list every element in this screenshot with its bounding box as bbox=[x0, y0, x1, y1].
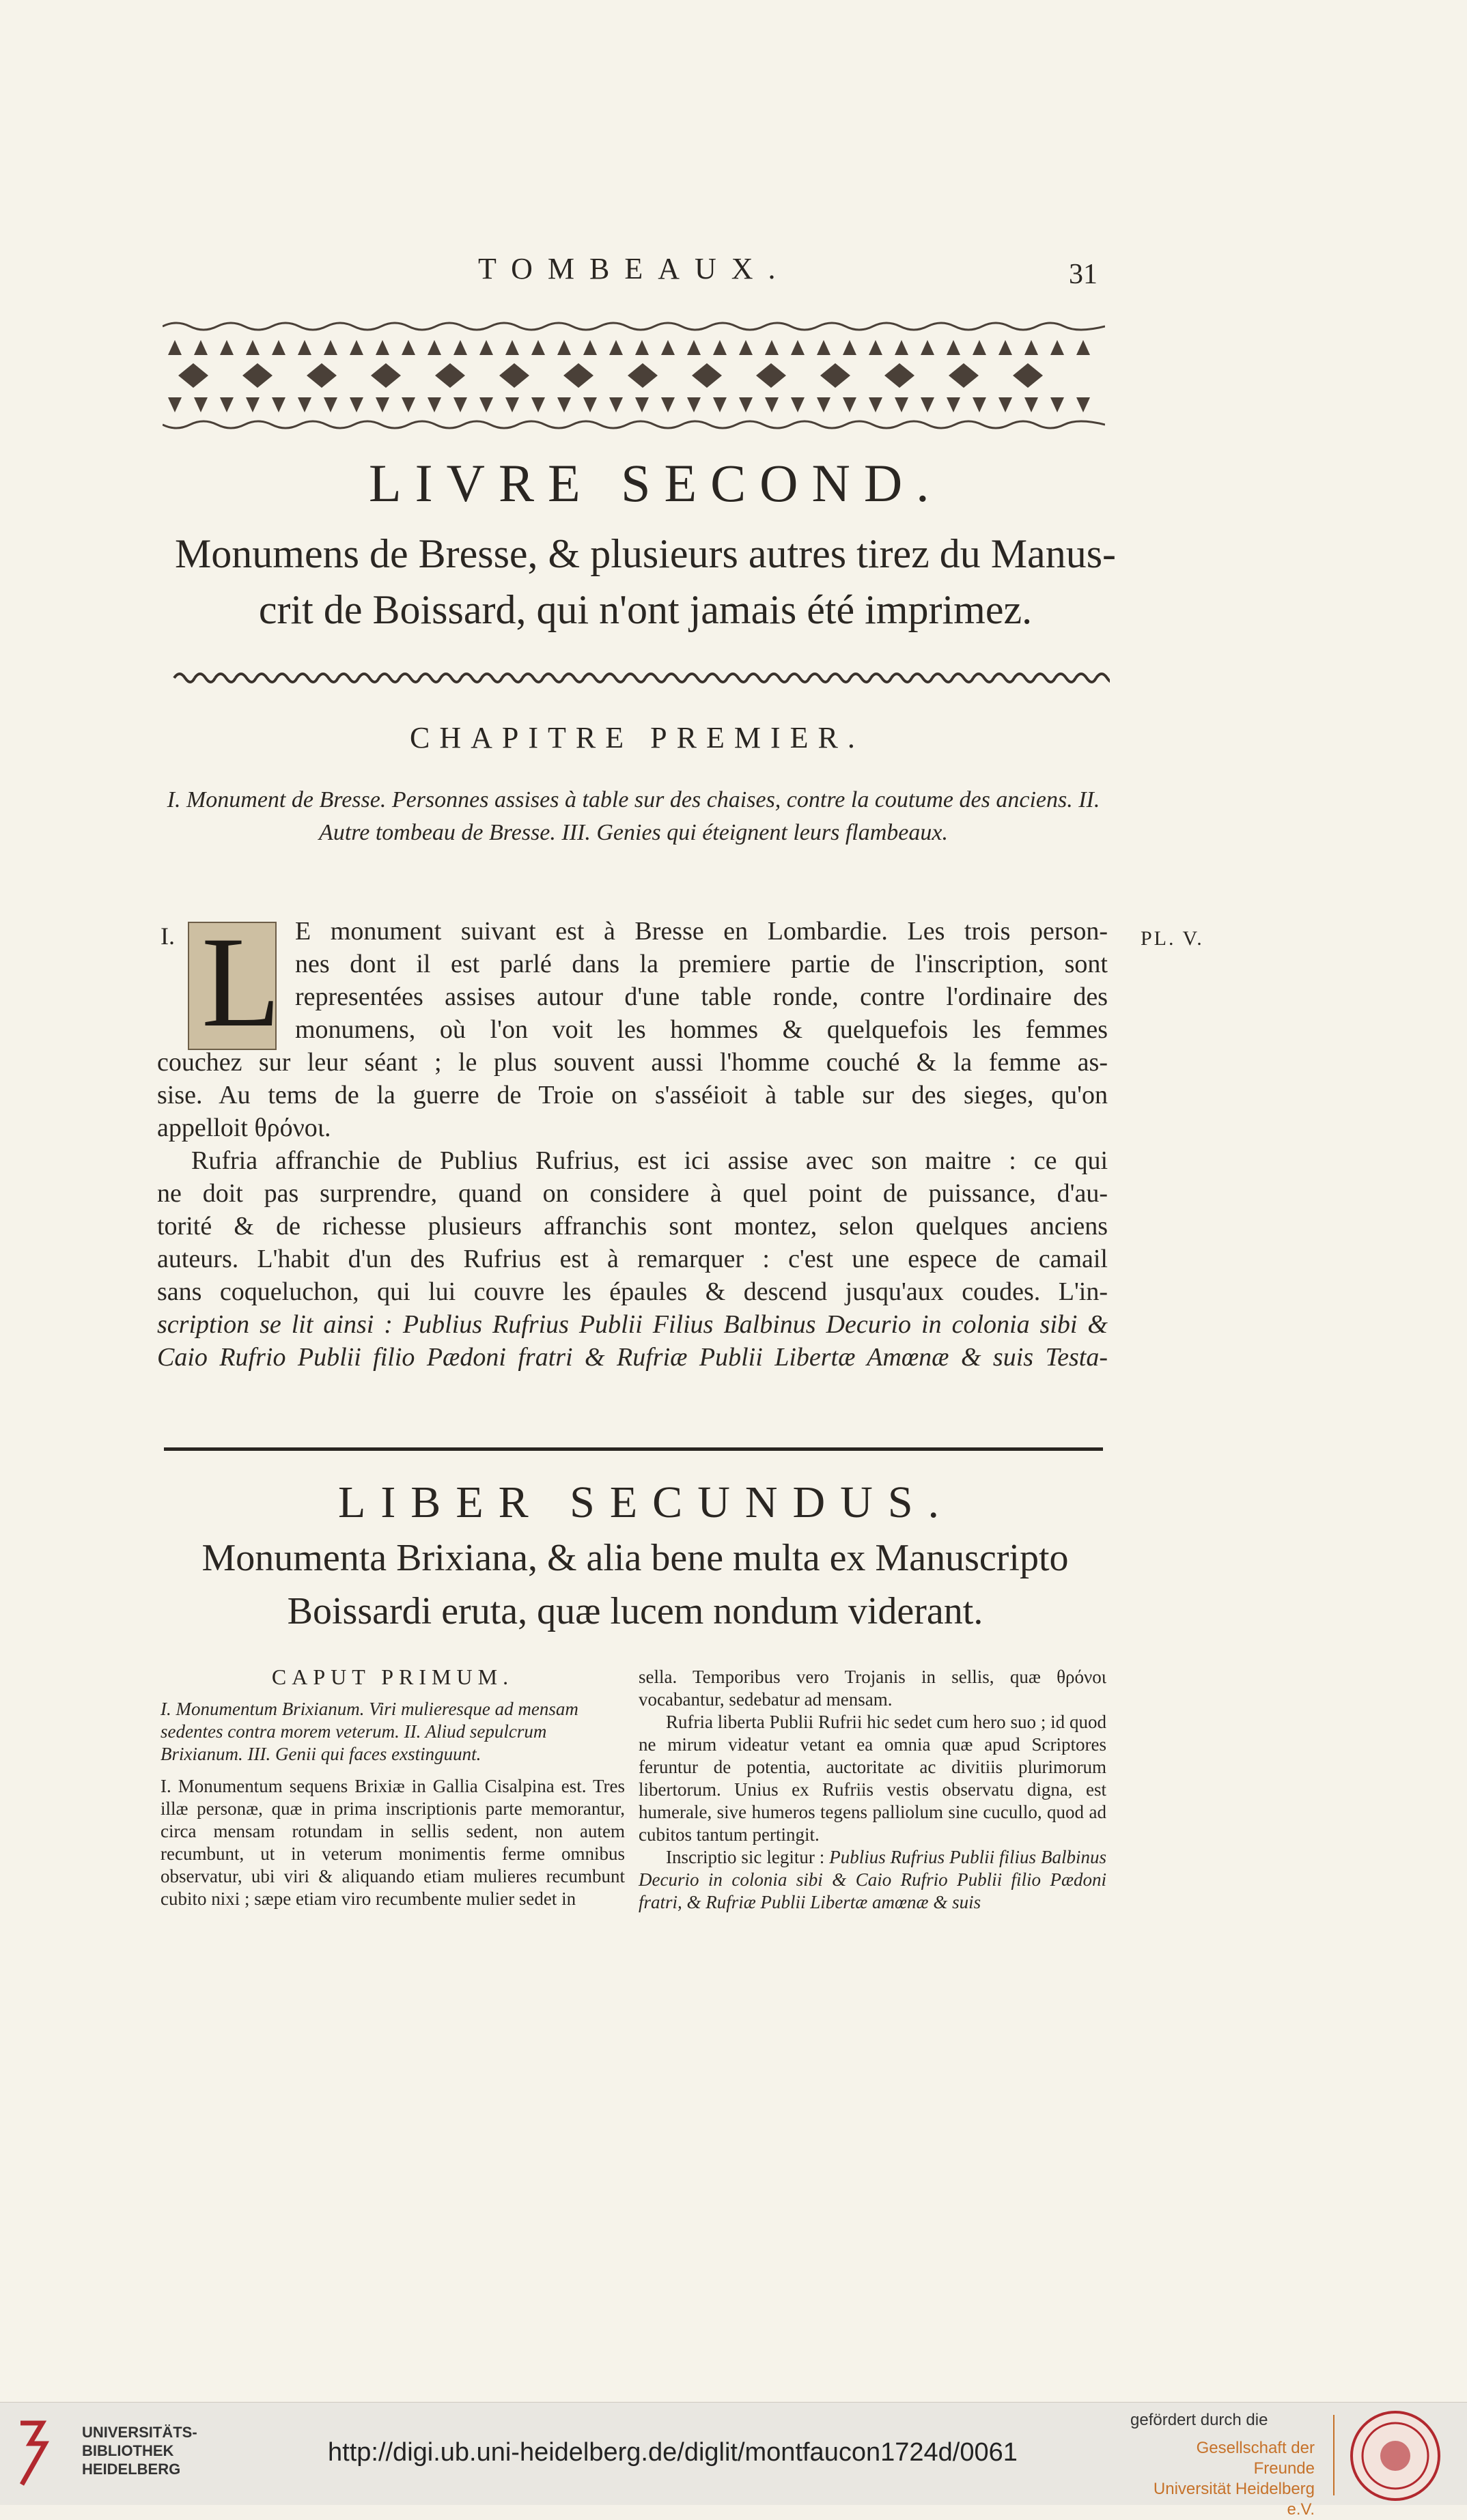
rule-motif bbox=[891, 674, 912, 682]
text-line: appelloit θρόνοι. bbox=[157, 1114, 331, 1142]
rule-motif bbox=[338, 674, 359, 682]
text-line: auteurs. L'habit d'un des Rufrius est à remarquer : c'est une espece de camail bbox=[157, 1245, 1108, 1273]
book-title: LIVRE SECOND. bbox=[369, 453, 943, 513]
ornament-motif bbox=[713, 397, 727, 412]
ornament-motif bbox=[557, 397, 571, 412]
ornament-motif bbox=[947, 397, 960, 412]
ornament-flower bbox=[178, 363, 208, 388]
ornament-motif bbox=[687, 340, 701, 355]
rule-motif bbox=[400, 674, 420, 682]
rule-motif bbox=[625, 674, 645, 682]
ornament-motif bbox=[609, 340, 623, 355]
ornament-motif bbox=[635, 340, 649, 355]
library-name-line: UNIVERSITÄTS- bbox=[82, 2424, 197, 2441]
rule-motif bbox=[481, 674, 502, 682]
ornament-flower bbox=[307, 363, 337, 388]
text-line: sans coqueluchon, qui lui couvre les épaules & descend jusqu'aux coudes. L'in- bbox=[157, 1277, 1108, 1306]
rule-motif bbox=[994, 674, 1014, 682]
ornament-motif bbox=[168, 397, 182, 412]
library-name[interactable] bbox=[82, 2423, 197, 2478]
rule-motif bbox=[461, 674, 481, 682]
chapter-title: CHAPITRE PREMIER. bbox=[410, 721, 865, 754]
ornament-flower bbox=[1013, 363, 1043, 388]
latin-right-column bbox=[639, 1666, 1106, 1914]
text-line: Caio Rufrio Publii filio Pædoni fratri & Rufriæ Publii Libertæ Amœnæ & suis Testa- bbox=[157, 1343, 1108, 1372]
rule-motif bbox=[1076, 674, 1096, 682]
rule-motif bbox=[195, 674, 215, 682]
ornament-motif bbox=[531, 397, 545, 412]
ornament-motif bbox=[220, 340, 234, 355]
ornament-motif bbox=[947, 340, 960, 355]
ornament-motif bbox=[505, 397, 519, 412]
text-line: scription se lit ainsi : Publius Rufrius Publii Filius Balbinus Decurio in colonia sibi & bbox=[157, 1310, 1108, 1339]
rule-motif bbox=[748, 674, 768, 682]
rule-motif bbox=[215, 674, 236, 682]
ornament-motif bbox=[1024, 340, 1038, 355]
ornament-motif bbox=[194, 340, 208, 355]
footer-bar bbox=[0, 2402, 1467, 2519]
ornament-motif bbox=[246, 397, 260, 412]
rule-motif bbox=[522, 674, 543, 682]
rule-motif bbox=[297, 674, 318, 682]
ornament-motif bbox=[402, 397, 415, 412]
ornament-motif bbox=[272, 397, 285, 412]
ornament-motif bbox=[505, 340, 519, 355]
rule-motif bbox=[277, 674, 297, 682]
rule-motif bbox=[666, 674, 686, 682]
ornament-motif bbox=[272, 340, 285, 355]
divider-ornament bbox=[167, 668, 1110, 688]
ornament-motif bbox=[350, 340, 363, 355]
latin-body-right-1: sella. Temporibus vero Trojanis in sellis, quæ θρόνοι vocabantur, sedebatur ad mensam. bbox=[639, 1667, 1106, 1710]
ornament-motif bbox=[1050, 340, 1064, 355]
section-numeral: I. bbox=[160, 922, 175, 950]
ornament-motif bbox=[817, 340, 830, 355]
text-line: torité & de richesse plusieurs affranchis sont montez, selon quelques anciens bbox=[157, 1212, 1108, 1241]
rule-motif bbox=[236, 674, 256, 682]
rule-motif bbox=[707, 674, 727, 682]
rule-motif bbox=[1035, 674, 1055, 682]
ornament-motif bbox=[765, 397, 779, 412]
ornament-motif bbox=[531, 340, 545, 355]
latin-summary: I. Monumentum Brixianum. Viri mulieresque ad mensam sedentes contra morem veterum. II. Aliud sepulcrum Brixianum. III. Genii qui faces exstinguunt. bbox=[160, 1699, 578, 1764]
rule-motif bbox=[645, 674, 666, 682]
ornament-motif bbox=[687, 397, 701, 412]
ornament-motif bbox=[1076, 397, 1090, 412]
rule-motif bbox=[379, 674, 400, 682]
rule-motif bbox=[1055, 674, 1076, 682]
ornament-motif bbox=[973, 397, 986, 412]
drop-capital-letter: L bbox=[201, 911, 281, 1054]
ornament-flower bbox=[435, 363, 465, 388]
ornament-motif bbox=[921, 340, 934, 355]
rule-motif bbox=[604, 674, 625, 682]
library-name-line: BIBLIOTHEK bbox=[82, 2442, 174, 2459]
rule-motif bbox=[174, 674, 195, 682]
ornament-motif bbox=[246, 340, 260, 355]
book-subtitle bbox=[157, 526, 1134, 638]
latin-subtitle-line: Monumenta Brixiana, & alia bene multa ex Manuscripto bbox=[201, 1537, 1069, 1579]
rule-motif bbox=[789, 674, 809, 682]
rule-motif bbox=[809, 674, 830, 682]
ornament-motif bbox=[402, 340, 415, 355]
caput-title: CAPUT PRIMUM. bbox=[271, 1665, 514, 1689]
rule-motif bbox=[1096, 674, 1110, 682]
book-subtitle-line: crit de Boissard, qui n'ont jamais été imprimez. bbox=[258, 587, 1033, 632]
rule-motif bbox=[563, 674, 584, 682]
ornament-flower bbox=[628, 363, 658, 388]
rule-motif bbox=[727, 674, 748, 682]
ornament-motif bbox=[921, 397, 934, 412]
permalink-url[interactable]: http://digi.ub.uni-heidelberg.de/diglit/montfaucon1724d/0061 bbox=[328, 2438, 1018, 2467]
rule-motif bbox=[953, 674, 973, 682]
ornament-motif bbox=[583, 340, 597, 355]
text-line: ne doit pas surprendre, quand on considere à quel point de puissance, d'au- bbox=[157, 1179, 1108, 1208]
rule-motif bbox=[850, 674, 871, 682]
rule-motif bbox=[543, 674, 563, 682]
ornament-flower bbox=[499, 363, 529, 388]
text-line: Rufria affranchie de Publius Rufrius, est ici assise avec son maitre : ce qui bbox=[191, 1146, 1108, 1175]
ornament-motif bbox=[791, 340, 805, 355]
drop-capital bbox=[188, 911, 281, 1054]
rule-motif bbox=[584, 674, 604, 682]
ornament-motif bbox=[324, 397, 337, 412]
text-line: E monument suivant est à Bresse en Lombardie. Les trois person- bbox=[295, 917, 1108, 946]
ornament-motif bbox=[453, 397, 467, 412]
library-logo-icon[interactable] bbox=[15, 2416, 56, 2491]
ornament-motif bbox=[895, 340, 908, 355]
rule-motif bbox=[256, 674, 277, 682]
ornament-motif bbox=[1024, 397, 1038, 412]
ornament-flower bbox=[756, 363, 786, 388]
latin-subtitle-line: Boissardi eruta, quæ lucem nondum viderant. bbox=[287, 1590, 983, 1632]
ornament-motif bbox=[869, 397, 882, 412]
ornament-motif bbox=[791, 397, 805, 412]
ornament-motif bbox=[324, 340, 337, 355]
sponsor-name-line: Universität Heidelberg e.V. bbox=[1153, 2480, 1315, 2519]
ornament-motif bbox=[479, 397, 493, 412]
ornament-motif bbox=[869, 340, 882, 355]
text-line: couchez sur leur séant ; le plus souvent aussi l'homme couché & la femme as- bbox=[157, 1048, 1108, 1077]
ornament-motif bbox=[765, 340, 779, 355]
ornament-flower bbox=[692, 363, 722, 388]
ornament-motif bbox=[973, 340, 986, 355]
ornament-motif bbox=[298, 397, 311, 412]
ornament-motif bbox=[843, 397, 856, 412]
ornament-motif bbox=[998, 340, 1012, 355]
plate-reference: PL. V. bbox=[1141, 927, 1204, 950]
ornament-motif bbox=[713, 340, 727, 355]
footer-separator bbox=[1333, 2415, 1335, 2495]
sponsor-label: gefördert durch die bbox=[1130, 2411, 1268, 2429]
ornament-motif bbox=[557, 340, 571, 355]
sponsor-name-line: Gesellschaft der Freunde bbox=[1196, 2439, 1315, 2478]
rule-motif bbox=[912, 674, 932, 682]
latin-body-left: I. Monumentum sequens Brixiæ in Gallia Cisalpina est. Tres illæ personæ, quæ in prima inscriptionis parte memorantur, circa mensam rotundam in sellis sedent, non autem recumbunt, ut in veterum monimentis ferme omnibus observatur, ubi viri & aliquando etiam mulieres recumbunt cubito nixi ; sæpe etiam viro recumbente mulier sedet in bbox=[160, 1776, 625, 1909]
ornament-flower bbox=[884, 363, 914, 388]
section-divider bbox=[164, 1447, 1103, 1451]
ornament-motif bbox=[895, 397, 908, 412]
french-paragraph-full bbox=[157, 1046, 1108, 1112]
ornament-motif bbox=[1076, 340, 1090, 355]
french-paragraph-indented bbox=[295, 915, 1108, 1046]
ornament-motif bbox=[817, 397, 830, 412]
text-line: sise. Au tems de la guerre de Troie on s'asséioit à table sur des sieges, qu'on bbox=[157, 1081, 1108, 1109]
latin-inscription: Publius Rufrius Publii filius Balbinus Decurio in colonia sibi & Caio Rufrio Publii filio Pædoni fratri, & Rufriæ Publii Libertæ amœnæ & suis bbox=[639, 1847, 1107, 1912]
sponsor-name[interactable] bbox=[1137, 2438, 1315, 2520]
running-head: TOMBEAUX. bbox=[478, 252, 791, 285]
chapter-summary: I. Monument de Bresse. Personnes assises à table sur des chaises, contre la coutume des anciens. II. Autre tombeau de Bresse. III. Genies qui éteignent leurs flambeaux. bbox=[167, 787, 1100, 845]
ornament-motif bbox=[350, 397, 363, 412]
ornament-motif bbox=[376, 340, 389, 355]
rule-motif bbox=[932, 674, 953, 682]
ornament-motif bbox=[635, 397, 649, 412]
ornament-motif bbox=[168, 340, 182, 355]
book-subtitle-line: Monumens de Bresse, & plusieurs autres tirez du Manus- bbox=[174, 531, 1117, 576]
ornament-flower bbox=[949, 363, 979, 388]
ornament-motif bbox=[739, 397, 753, 412]
ornament-motif bbox=[998, 397, 1012, 412]
rule-motif bbox=[973, 674, 994, 682]
rule-motif bbox=[359, 674, 379, 682]
rule-motif bbox=[686, 674, 707, 682]
latin-body-right-2: Rufria liberta Publii Rufrii hic sedet cum hero suo ; id quod ne mirum videatur vetant ea omnia quæ apud Scriptores feruntur de potentia, auctoritate ac divitiis plurimorum libertorum. Unius ex Rufriis vestis observatu digna, est humerale, sive humeros tegens palliolum sine cucullo, quod ad cubitos tantum pertingit. bbox=[639, 1712, 1106, 1845]
ornament-motif bbox=[453, 340, 467, 355]
latin-left-column bbox=[160, 1666, 625, 1910]
ornament-motif bbox=[661, 397, 675, 412]
ornament-motif bbox=[609, 397, 623, 412]
rule-motif bbox=[502, 674, 522, 682]
ornament-motif bbox=[661, 340, 675, 355]
latin-inscription-lead: Inscriptio sic legitur : bbox=[666, 1847, 830, 1867]
rule-motif bbox=[1014, 674, 1035, 682]
ornament-motif bbox=[220, 397, 234, 412]
rule-motif bbox=[830, 674, 850, 682]
rule-motif bbox=[441, 674, 461, 682]
rule-motif bbox=[871, 674, 891, 682]
ornament-motif bbox=[479, 340, 493, 355]
ornament-motif bbox=[194, 397, 208, 412]
text-line: representées assises autour d'une table ronde, contre l'ordinaire des bbox=[295, 982, 1108, 1011]
page-number: 31 bbox=[1069, 259, 1098, 290]
rule-motif bbox=[768, 674, 789, 682]
ornament-motif bbox=[583, 397, 597, 412]
ornament-flower bbox=[242, 363, 273, 388]
latin-subtitle bbox=[157, 1531, 1113, 1638]
ornament-motif bbox=[376, 397, 389, 412]
ornament-flower bbox=[820, 363, 850, 388]
latin-title: LIBER SECUNDUS. bbox=[338, 1477, 955, 1527]
text-line: monumens, où l'on voit les hommes & quelquefois les femmes bbox=[295, 1015, 1108, 1044]
ornament-motif bbox=[428, 340, 441, 355]
ornament-motif bbox=[298, 340, 311, 355]
ornament-motif bbox=[1050, 397, 1064, 412]
headpiece-ornament bbox=[163, 320, 1105, 431]
ornament-flower bbox=[371, 363, 401, 388]
ornament-flower bbox=[563, 363, 593, 388]
library-name-line: HEIDELBERG bbox=[82, 2461, 181, 2478]
french-paragraph-2 bbox=[157, 1144, 1108, 1374]
rule-motif bbox=[318, 674, 338, 682]
ornament-motif bbox=[843, 340, 856, 355]
university-seal-icon[interactable] bbox=[1349, 2409, 1442, 2502]
latin-body-right-3 bbox=[639, 1846, 1106, 1914]
ornament-motif bbox=[739, 340, 753, 355]
rule-motif bbox=[420, 674, 441, 682]
text-line: nes dont il est parlé dans la premiere partie de l'inscription, sont bbox=[295, 950, 1108, 978]
ornament-motif bbox=[428, 397, 441, 412]
